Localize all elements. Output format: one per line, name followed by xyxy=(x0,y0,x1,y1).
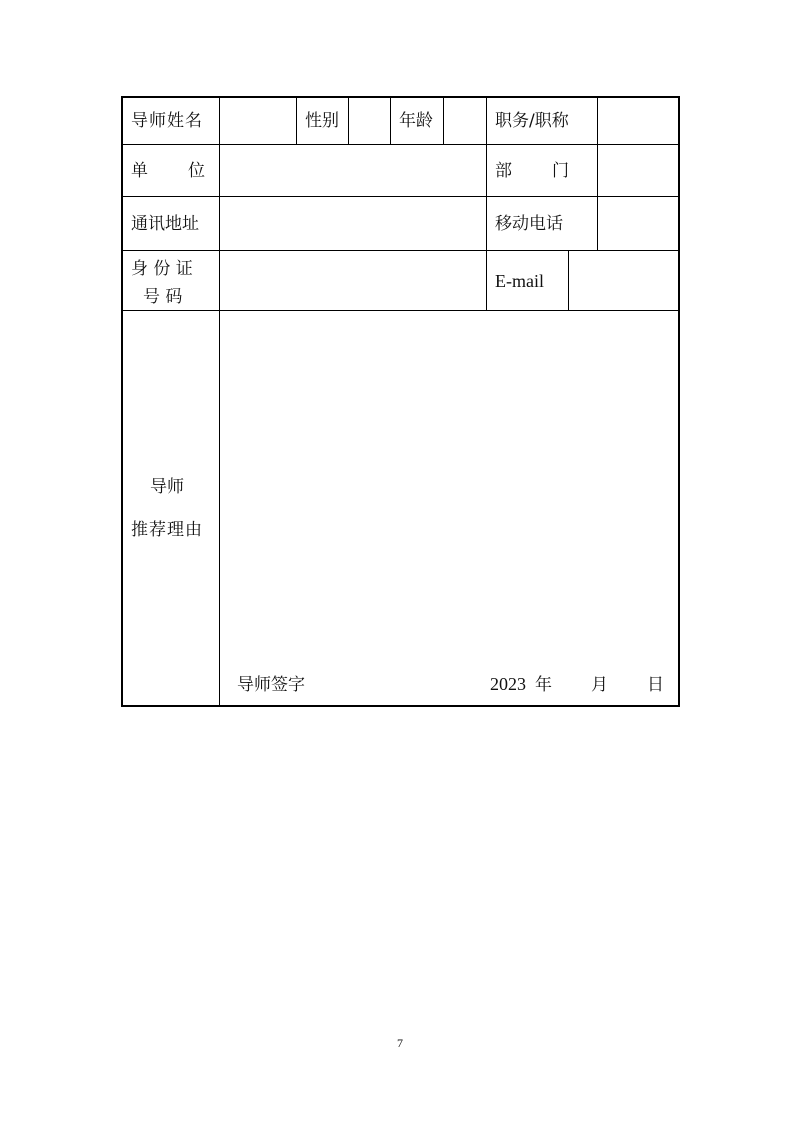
email-field[interactable] xyxy=(570,252,677,309)
advisor-name-label: 导师姓名 xyxy=(131,111,203,131)
recommendation-label-line1: 导师 xyxy=(150,477,184,497)
email-label: E-mail xyxy=(495,271,544,291)
mobile-phone-label: 移动电话 xyxy=(495,214,563,234)
recommendation-reason-field[interactable] xyxy=(221,312,677,667)
age-label: 年龄 xyxy=(399,111,433,131)
label-column-divider xyxy=(219,96,220,707)
unit-label-first-char: 单 xyxy=(131,161,148,181)
position-title-field[interactable] xyxy=(598,98,677,143)
row1-divider-age-left xyxy=(390,96,391,144)
signature-year-value: 2023 xyxy=(490,674,526,694)
mobile-phone-field[interactable] xyxy=(598,198,677,249)
row4-bottom-border xyxy=(121,310,680,311)
unit-label-second-char: 位 xyxy=(188,161,205,181)
signature-day-label: 日 xyxy=(647,675,664,695)
id-number-label-line1: 身 份 证 xyxy=(131,259,193,279)
mailing-address-label: 通讯地址 xyxy=(131,214,199,234)
page-number: 7 xyxy=(397,1036,403,1050)
gender-field[interactable] xyxy=(349,98,389,143)
age-field[interactable] xyxy=(444,98,486,143)
mailing-address-field[interactable] xyxy=(221,198,485,249)
department-label-second-char: 门 xyxy=(552,161,569,181)
email-value-divider xyxy=(568,250,569,310)
table-bottom-border xyxy=(121,705,680,707)
row3-bottom-border xyxy=(121,250,680,251)
department-label-first-char: 部 xyxy=(495,161,512,181)
department-field[interactable] xyxy=(598,146,677,195)
id-number-label-line2: 号 码 xyxy=(143,287,183,307)
advisor-signature-label: 导师签字 xyxy=(237,675,305,695)
unit-field[interactable] xyxy=(221,146,485,195)
position-title-label: 职务/职称 xyxy=(495,111,569,131)
signature-year-label: 年 xyxy=(535,675,552,695)
right-label-column-divider xyxy=(486,96,487,310)
row1-divider-gender-left xyxy=(296,96,297,144)
table-right-border xyxy=(678,96,680,707)
signature-month-label: 月 xyxy=(591,675,608,695)
id-number-field[interactable] xyxy=(221,252,485,309)
advisor-name-field[interactable] xyxy=(221,98,295,143)
recommendation-label-line2: 推荐理由 xyxy=(131,520,203,540)
table-left-border xyxy=(121,96,123,707)
gender-label: 性别 xyxy=(305,111,339,131)
